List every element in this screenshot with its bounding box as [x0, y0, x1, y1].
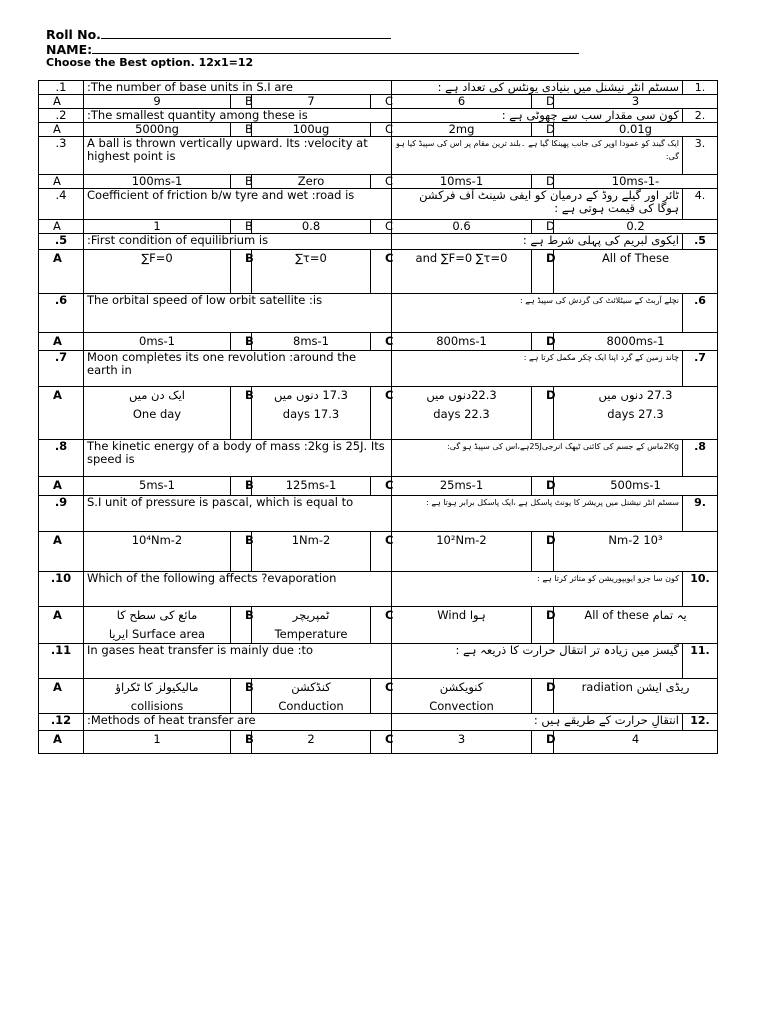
option-letter-a: A [39, 679, 84, 714]
option-b[interactable]: 125ms-1 [252, 477, 371, 496]
option-line-1: 27.3 دنوں میں [598, 388, 673, 402]
question-number-left: .11 [39, 644, 84, 679]
question-text-urdu: کون سی مقدار سب سے چھوٹی ہے : [392, 109, 683, 123]
option-d[interactable]: Nm-2 10³ [554, 532, 718, 572]
question-text-urdu: ایک گیند کو عمودا اوپر کی جانب پھینکا گیا ہے ۔بلند ترین مقام پر اس کی سپیڈ کیا ہو گی: [392, 137, 683, 175]
mcq-table [38, 80, 718, 754]
question-text-english: In gases heat transfer is mainly due :to [84, 644, 392, 679]
option-b[interactable]: ∑τ=0 [252, 250, 371, 294]
option-d[interactable]: 4 [554, 731, 718, 754]
option-letter-a: A [39, 387, 84, 440]
option-letter-d: D [532, 250, 554, 294]
question-row [39, 644, 718, 679]
option-c[interactable]: 2mg [392, 123, 532, 137]
question-text-english: :The smallest quantity among these is [84, 109, 392, 123]
roll-number-blank [101, 27, 391, 39]
option-c[interactable]: 10ms-1 [392, 175, 532, 189]
option-letter-d: D [532, 95, 554, 109]
option-letter-b: B [231, 250, 252, 294]
option-b[interactable] [252, 607, 371, 644]
question-number-left: .12 [39, 714, 84, 731]
options-row [39, 387, 718, 440]
option-a[interactable] [84, 679, 231, 714]
question-text-english: A ball is thrown vertically upward. Its :velocity at highest point is [84, 137, 392, 175]
question-row [39, 496, 718, 532]
option-line-2: Temperature [274, 627, 348, 641]
option-d[interactable]: 3 [554, 95, 718, 109]
option-line-1: کنویکشن [439, 680, 484, 694]
option-a[interactable]: 9 [84, 95, 231, 109]
option-c[interactable]: 3 [392, 731, 532, 754]
option-letter-b: B [231, 220, 252, 234]
option-letter-c: C [371, 95, 392, 109]
option-c[interactable]: 0.6 [392, 220, 532, 234]
option-c[interactable]: and ∑F=0 ∑τ=0 [392, 250, 532, 294]
roll-number-field [46, 27, 391, 42]
option-letter-d: D [532, 731, 554, 754]
option-letter-b: B [231, 333, 252, 351]
option-line-2: One day [132, 407, 182, 421]
option-d[interactable]: 500ms-1 [554, 477, 718, 496]
option-letter-d: D [532, 532, 554, 572]
option-line-1: مائع کی سطح کا [116, 608, 198, 622]
option-d[interactable] [554, 387, 718, 440]
question-text-urdu: نچلے آربٹ کے سیٹلائٹ کی گردش کی سپیڈ ہے : [392, 294, 683, 333]
question-row [39, 714, 718, 731]
option-a[interactable] [84, 607, 231, 644]
question-row [39, 294, 718, 333]
option-letter-b: B [231, 123, 252, 137]
question-number-left: .5 [39, 234, 84, 250]
option-a[interactable]: 5ms-1 [84, 477, 231, 496]
question-text-urdu: گیسز میں زیادہ تر انتقال حرارت کا ذریعہ ہے : [392, 644, 683, 679]
option-b[interactable]: 8ms-1 [252, 333, 371, 351]
options-row [39, 220, 718, 234]
option-c[interactable] [392, 387, 532, 440]
option-b[interactable] [252, 387, 371, 440]
option-b[interactable]: 0.8 [252, 220, 371, 234]
option-line-2: ایریا Surface area [108, 627, 206, 641]
question-text-urdu: ٹائر اور گیلے روڈ کے درمیان کو ایفی شینٹ آف فرکشن ہوگا کی قیمت ہوتی ہے : [392, 189, 683, 220]
option-b[interactable]: 100ug [252, 123, 371, 137]
option-a[interactable]: 10⁴Nm-2 [84, 532, 231, 572]
option-line-2: days 22.3 [433, 407, 490, 421]
question-number-right: .8 [683, 440, 718, 477]
options-row [39, 123, 718, 137]
option-a[interactable]: 5000ng [84, 123, 231, 137]
option-c[interactable]: 10²Nm-2 [392, 532, 532, 572]
option-letter-b: B [231, 95, 252, 109]
option-letter-a: A [39, 532, 84, 572]
option-letter-d: D [532, 123, 554, 137]
name-blank [92, 42, 579, 54]
option-letter-a: A [39, 607, 84, 644]
option-letter-a: A [39, 220, 84, 234]
question-number-left: .4 [39, 189, 84, 220]
name-label: NAME: [46, 42, 93, 57]
instructions: Choose the Best option. 12x1=12 [46, 56, 254, 69]
question-number-left: .8 [39, 440, 84, 477]
name-field [46, 42, 579, 57]
option-c[interactable]: 6 [392, 95, 532, 109]
option-letter-c: C [371, 477, 392, 496]
option-letter-b: B [231, 387, 252, 440]
question-number-right: 4. [683, 189, 718, 220]
question-number-right: .5 [683, 234, 718, 250]
option-d[interactable]: 8000ms-1 [554, 333, 718, 351]
question-number-left: .2 [39, 109, 84, 123]
option-a[interactable] [84, 387, 231, 440]
question-row [39, 189, 718, 220]
question-text-english: :The number of base units in S.I are [84, 81, 392, 95]
option-letter-c: C [371, 731, 392, 754]
option-letter-a: A [39, 95, 84, 109]
option-letter-c: C [371, 175, 392, 189]
question-number-right: 12. [683, 714, 718, 731]
options-row [39, 250, 718, 294]
option-line-2: Convection [429, 699, 494, 713]
option-a[interactable]: 1 [84, 731, 231, 754]
option-letter-d: D [532, 175, 554, 189]
options-row [39, 731, 718, 754]
options-row [39, 532, 718, 572]
option-line-1: 17.3 دنوں میں [273, 388, 348, 402]
question-number-left: .6 [39, 294, 84, 333]
option-letter-c: C [371, 333, 392, 351]
option-d[interactable]: 0.2 [554, 220, 718, 234]
question-number-left: .1 [39, 81, 84, 95]
question-number-left: .3 [39, 137, 84, 175]
option-d[interactable] [554, 679, 718, 714]
option-letter-c: C [371, 532, 392, 572]
option-letter-b: B [231, 607, 252, 644]
option-b[interactable]: 7 [252, 95, 371, 109]
option-letter-b: B [231, 679, 252, 714]
option-letter-a: A [39, 333, 84, 351]
option-letter-d: D [532, 387, 554, 440]
question-text-english: :First condition of equilibrium is [84, 234, 392, 250]
option-d[interactable] [554, 607, 718, 644]
question-text-english: Coefficient of friction b/w tyre and wet :road is [84, 189, 392, 220]
question-row [39, 572, 718, 607]
option-line-1: ہوا Wind [437, 608, 486, 622]
option-letter-a: A [39, 123, 84, 137]
question-text-urdu: چاند زمین کے گرد اپنا ایک چکر مکمل کرتا ہے : [392, 351, 683, 387]
option-line-1: ٹمپریچر [292, 608, 330, 622]
question-row [39, 234, 718, 250]
option-b[interactable] [252, 679, 371, 714]
question-number-right: 2. [683, 109, 718, 123]
question-text-english: The kinetic energy of a body of mass :2kg is 25J. Its speed is [84, 440, 392, 477]
option-letter-a: A [39, 250, 84, 294]
option-c[interactable]: 25ms-1 [392, 477, 532, 496]
option-letter-c: C [371, 123, 392, 137]
question-row [39, 81, 718, 95]
question-text-urdu: 2Kgماس کے جسم کی کائنی ٹیھک انرجی25Jہے،اس کی سپیڈ ہو گی: [392, 440, 683, 477]
option-letter-c: C [371, 607, 392, 644]
option-a[interactable]: 0ms-1 [84, 333, 231, 351]
question-number-right: 11. [683, 644, 718, 679]
question-text-urdu: سسٹم انٹر نیشنل میں بنیادی یونٹس کی تعداد ہے : [392, 81, 683, 95]
option-line-2: Conduction [278, 699, 344, 713]
question-number-left: .9 [39, 496, 84, 532]
option-letter-c: C [371, 220, 392, 234]
options-row [39, 607, 718, 644]
question-number-right: .6 [683, 294, 718, 333]
option-letter-c: C [371, 387, 392, 440]
question-row [39, 440, 718, 477]
question-number-right: 1. [683, 81, 718, 95]
option-a[interactable]: ∑F=0 [84, 250, 231, 294]
option-c[interactable] [392, 607, 532, 644]
question-row [39, 109, 718, 123]
question-text-english: Moon completes its one revolution :around the earth in [84, 351, 392, 387]
option-d[interactable]: All of These [554, 250, 718, 294]
option-b[interactable]: Zero [252, 175, 371, 189]
options-row [39, 175, 718, 189]
question-text-english: The orbital speed of low orbit satellite :is [84, 294, 392, 333]
option-letter-c: C [371, 250, 392, 294]
question-text-urdu: انتقالِ حرارت کے طریقے ہیں : [392, 714, 683, 731]
option-line-2: days 17.3 [282, 407, 340, 421]
question-text-urdu: کون سا جزو ایویپوریشن کو متاثر کرتا ہے : [392, 572, 683, 607]
option-letter-d: D [532, 220, 554, 234]
option-line-1: ریڈی ایشن radiation [581, 680, 690, 694]
question-text-urdu: سسٹم انٹر نیشنل میں پریشر کا یونٹ پاسکل ہے ،ایک پاسکل برابر ہوتا ہے : [392, 496, 683, 532]
question-number-left: .7 [39, 351, 84, 387]
option-letter-b: B [231, 731, 252, 754]
question-row [39, 137, 718, 175]
option-letter-d: D [532, 679, 554, 714]
options-row [39, 477, 718, 496]
option-letter-a: A [39, 477, 84, 496]
options-row [39, 95, 718, 109]
options-row [39, 333, 718, 351]
option-letter-a: A [39, 731, 84, 754]
option-line-1: کنڈکشن [291, 680, 331, 694]
option-line-2: collisions [130, 699, 184, 713]
option-a[interactable]: 100ms-1 [84, 175, 231, 189]
option-letter-b: B [231, 175, 252, 189]
question-number-left: .10 [39, 572, 84, 607]
option-a[interactable]: 1 [84, 220, 231, 234]
option-letter-b: B [231, 477, 252, 496]
question-text-english: :Methods of heat transfer are [84, 714, 392, 731]
options-row [39, 679, 718, 714]
option-letter-d: D [532, 477, 554, 496]
question-text-english: S.I unit of pressure is pascal, which is equal to [84, 496, 392, 532]
option-c[interactable]: 800ms-1 [392, 333, 532, 351]
option-letter-a: A [39, 175, 84, 189]
roll-number-label: Roll No. [46, 27, 101, 42]
question-text-english: Which of the following affects ?evaporation [84, 572, 392, 607]
question-text-urdu: ایکوی لبریم کی پہلی شرط ہے : [392, 234, 683, 250]
option-letter-d: D [532, 607, 554, 644]
question-number-right: 9. [683, 496, 718, 532]
option-line-1: یہ تمام All of these [584, 608, 687, 622]
option-line-1: مالیکیولز کا ٹکراؤ [115, 680, 199, 694]
option-line-1: 22.3دنوں میں [426, 388, 497, 402]
option-b[interactable]: 2 [252, 731, 371, 754]
option-line-2: days 27.3 [607, 407, 664, 421]
option-c[interactable] [392, 679, 532, 714]
option-line-1: ایک دن میں [129, 388, 185, 402]
question-number-right: 10. [683, 572, 718, 607]
question-number-right: 3. [683, 137, 718, 175]
option-b[interactable]: 1Nm-2 [252, 532, 371, 572]
option-letter-c: C [371, 679, 392, 714]
question-number-right: .7 [683, 351, 718, 387]
question-row [39, 351, 718, 387]
option-d[interactable]: 0.01g [554, 123, 718, 137]
option-letter-b: B [231, 532, 252, 572]
option-d[interactable]: 10ms-1- [554, 175, 718, 189]
option-letter-d: D [532, 333, 554, 351]
